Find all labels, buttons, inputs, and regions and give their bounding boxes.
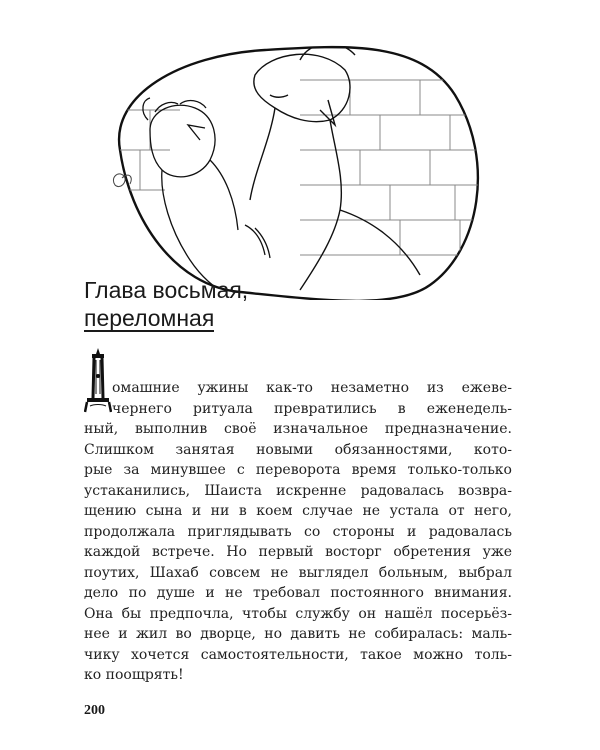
- chapter-illustration: [0, 0, 600, 300]
- body-line: каждой встрече. Но первый восторг обретения уже: [84, 544, 512, 560]
- body-line: ко поощрять!: [84, 667, 184, 683]
- body-line: устаканились, Шаиста искренне радовалась возвра-: [84, 482, 512, 499]
- chapter-title-line1: Глава восьмая,: [84, 277, 249, 303]
- body-line: Слишком занятая новыми обязанностями, кото-: [84, 441, 512, 458]
- blob-frame: [119, 47, 478, 300]
- body-line: чику хочется самостоятельности, такое можно толь-: [84, 646, 512, 663]
- body-line: ный, выполнив своё изначальное предназначение.: [84, 421, 512, 437]
- body-line: поутих, Шахаб совсем не выглядел больным, выбрал: [84, 564, 512, 581]
- body-line: дело по душе и не требовал постоянного внимания.: [84, 585, 512, 601]
- body-line: нее и жил во дворце, но давить не собиралась: маль-: [84, 626, 512, 642]
- chapter-title-line2: переломная: [84, 305, 215, 331]
- body-line: омашние ужины как-то незаметно из ежеве-: [112, 380, 512, 396]
- body-line: щению сына и ни в коем случае не устала от него,: [84, 503, 512, 519]
- body-line: Она бы предпочла, чтобы службу он нашёл посерьёз-: [84, 605, 512, 622]
- chapter-title: [84, 276, 524, 332]
- body-line: продолжала приглядывать со стороны и радовалась: [84, 523, 512, 540]
- body-paragraph: [84, 378, 512, 686]
- body-line: рые за минувшее с переворота время только-только: [84, 462, 512, 478]
- page-number: 200: [84, 703, 105, 718]
- body-line: чернего ритуала превратились в еженедель-: [112, 400, 512, 417]
